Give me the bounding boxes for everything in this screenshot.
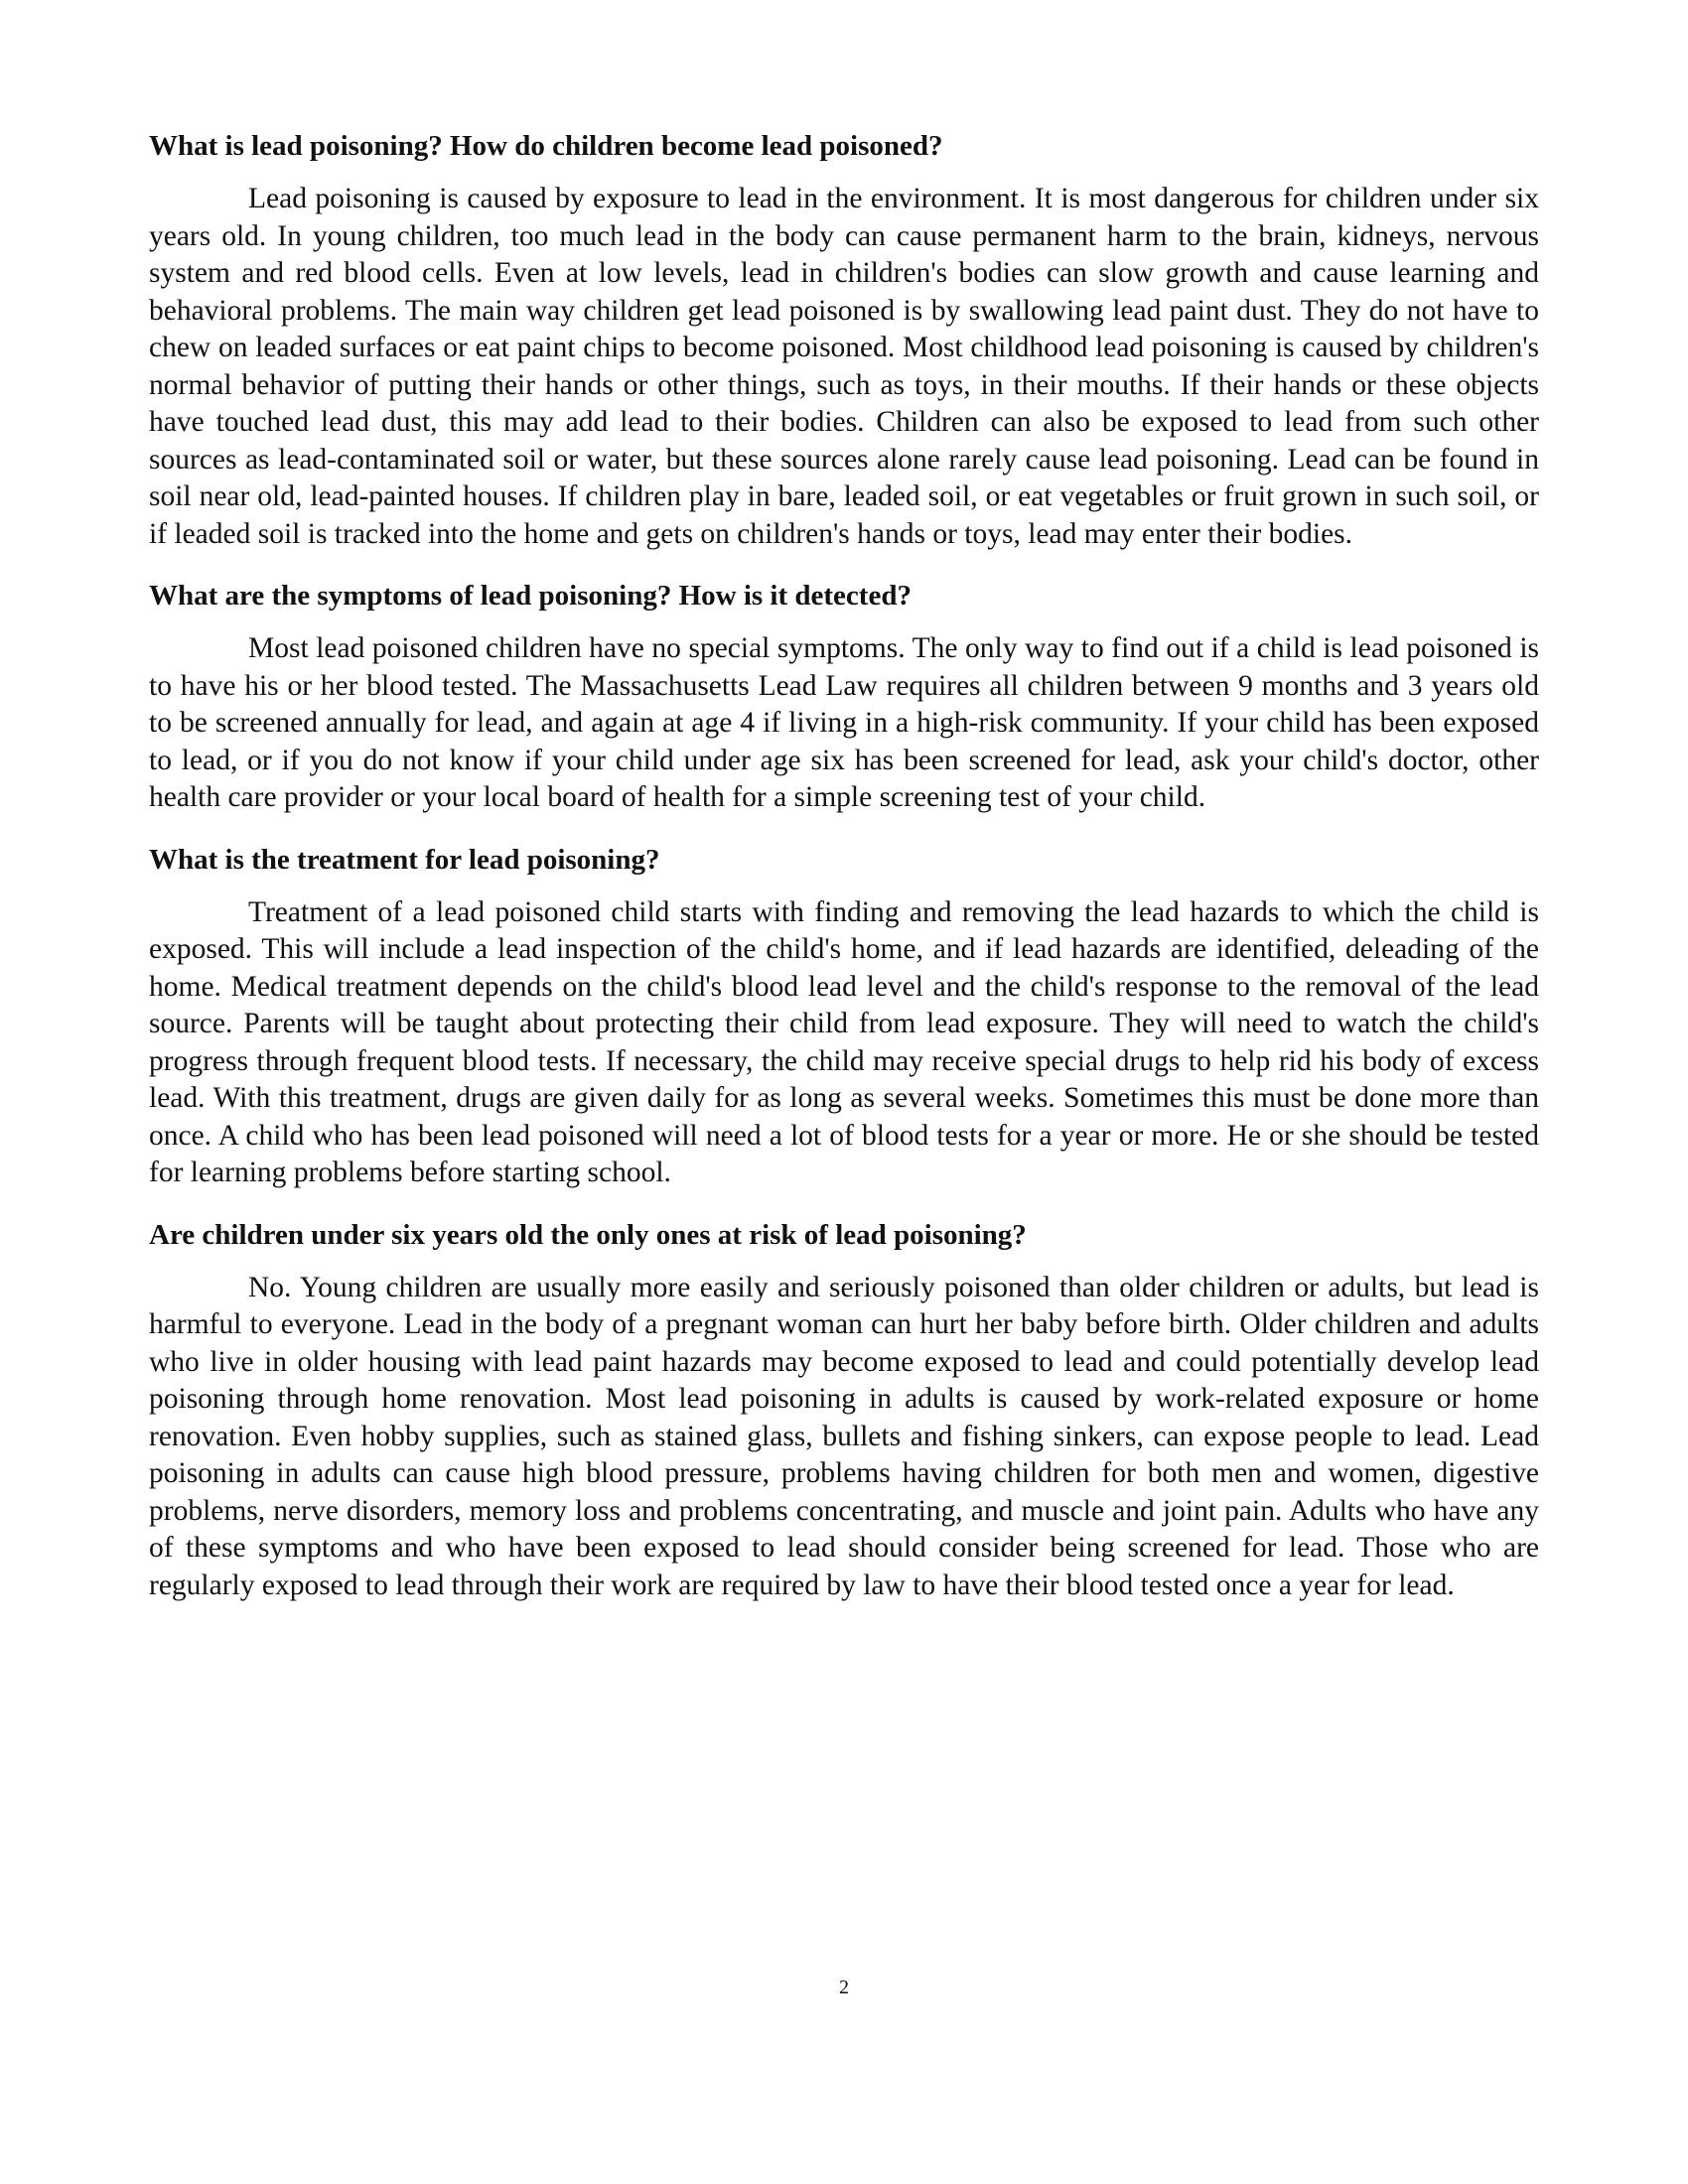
- section-other-risk-groups: [149, 1216, 1539, 1605]
- section-heading: Are children under six years old the only ones at risk of lead poisoning?: [149, 1218, 1027, 1251]
- section-heading: What is lead poisoning? How do children become lead poisoned?: [149, 130, 943, 162]
- section-what-is-lead-poisoning: [149, 127, 1539, 553]
- section-paragraph: Lead poisoning is caused by exposure to lead in the environment. It is most dangerous for children under six years old. In young children, too much lead in the body can cause permanent harm to the brain, kidneys, nervous system and red blood cells. Even at low levels, lead in children's bodies can slow growth and cause learning and behavioral problems. The main way children get lead poisoned is by swallowing lead paint dust. They do not have to chew on leaded surfaces or eat paint chips to become poisoned. Most childhood lead poisoning is caused by children's normal behavior of putting their hands or other things, such as toys, in their mouths. If their hands or these objects have touched lead dust, this may add lead to their bodies. Children can also be exposed to lead from such other sources as lead-contaminated soil or water, but these sources alone rarely cause lead poisoning. Lead can be found in soil near old, lead-painted houses. If children play in bare, leaded soil, or eat vegetables or fruit grown in such soil, or if leaded soil is tracked into the home and gets on children's hands or toys, lead may enter their bodies.: [149, 183, 1539, 550]
- section-treatment: [149, 841, 1539, 1192]
- page-number: 2: [839, 1977, 849, 1998]
- document-page: [149, 127, 1539, 1628]
- section-paragraph: Most lead poisoned children have no special symptoms. The only way to find out if a child is lead poisoned is to have his or her blood tested. The Massachusetts Lead Law requires all children between 9 months and 3 years old to be screened annually for lead, and again at age 4 if living in a high-risk community. If your child has been exposed to lead, or if you do not know if your child under age six has been screened for lead, ask your child's doctor, other health care provider or your local board of health for a simple screening test of your child.: [149, 632, 1539, 813]
- section-paragraph: Treatment of a lead poisoned child starts with finding and removing the lead hazards to which the child is exposed. This will include a lead inspection of the child's home, and if lead hazards are identified, deleading of the home. Medical treatment depends on the child's blood lead level and the child's response to the removal of the lead source. Parents will be taught about protecting their child from lead exposure. They will need to watch the child's progress through frequent blood tests. If necessary, the child may receive special drugs to help rid his body of excess lead. With this treatment, drugs are given daily for as long as several weeks. Sometimes this must be done more than once. A child who has been lead poisoned will need a lot of blood tests for a year or more. He or she should be tested for learning problems before starting school.: [149, 895, 1539, 1188]
- section-heading: What is the treatment for lead poisoning?: [149, 843, 660, 876]
- section-paragraph: No. Young children are usually more easily and seriously poisoned than older children or adults, but lead is harmful to everyone. Lead in the body of a pregnant woman can hurt her baby before birth. Older children and adults who live in older housing with lead paint hazards may become exposed to lead and could potentially develop lead poisoning through home renovation. Most lead poisoning in adults is caused by work-related exposure or home renovation. Even hobby supplies, such as stained glass, bullets and fishing sinkers, can expose people to lead. Lead poisoning in adults can cause high blood pressure, problems having children for both men and women, digestive problems, nerve disorders, memory loss and problems concentrating, and muscle and joint pain. Adults who have any of these symptoms and who have been exposed to lead should consider being screened for lead. Those who are regularly exposed to lead through their work are required by law to have their blood tested once a year for lead.: [149, 1271, 1539, 1601]
- section-heading: What are the symptoms of lead poisoning? How is it detected?: [149, 580, 912, 612]
- section-symptoms: [149, 577, 1539, 817]
